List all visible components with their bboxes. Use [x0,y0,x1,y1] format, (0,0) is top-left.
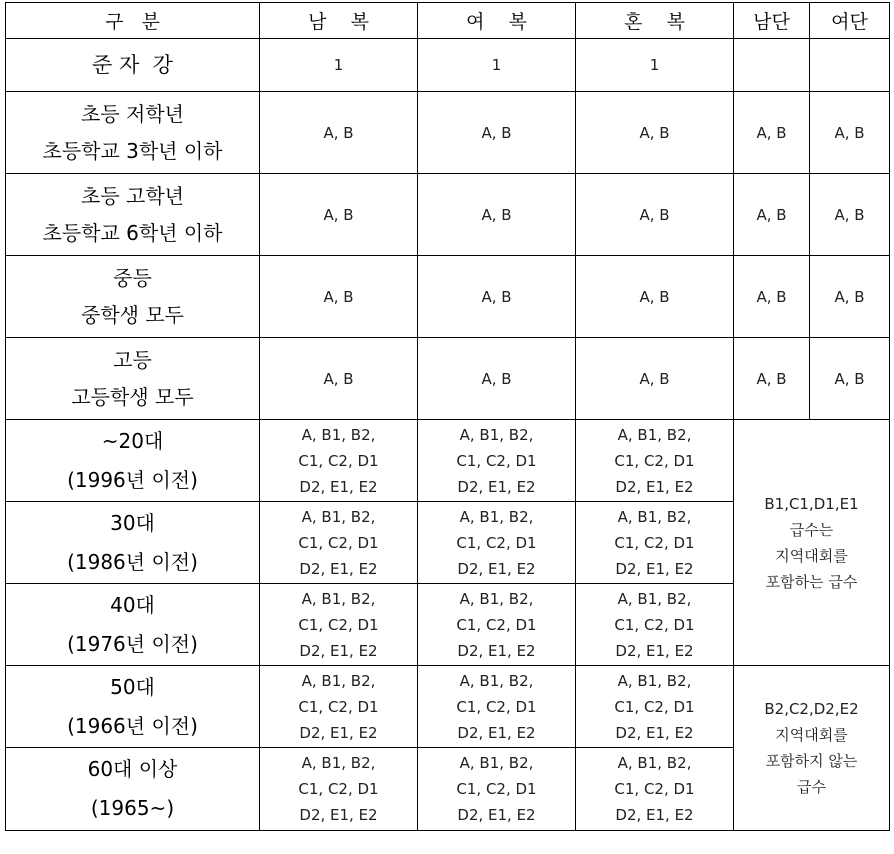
grade-cell: A, B [260,92,418,174]
grade-code-cell [418,666,576,748]
row-label [6,666,260,748]
row-label-line2: 고등학생 모두 [71,384,194,409]
row-label [6,174,260,256]
code-line: C1, C2, D1 [614,780,695,798]
grade-code-cell [576,502,734,584]
row-label-line1: 초등 저학년 [81,101,184,126]
singles-note-non-regional [734,666,890,831]
grade-cell: A, B [260,256,418,338]
grade-cell: A, B [260,174,418,256]
code-line: C1, C2, D1 [298,697,379,716]
note-line: 포함하는 급수 [765,572,858,591]
grade-cell: A, B [810,174,890,256]
note-line: 지역대회를 [775,546,848,565]
row-label-line1: ~20대 [101,428,164,453]
row-label-line2: (1976년 이전) [67,631,198,656]
grade-code-cell [418,748,576,831]
code-line: D2, E1, E2 [299,477,378,496]
code-line: A, B1, B2, [617,754,692,772]
junja-label: 준 자 강 [6,39,260,92]
row-label [6,748,260,831]
grade-cell: A, B [576,92,734,174]
code-line: D2, E1, E2 [457,477,536,496]
code-line: A, B1, B2, [617,425,692,444]
header-category: 구 분 [6,3,260,39]
grade-cell: A, B [734,256,810,338]
junja-value [810,39,890,92]
grade-cell: A, B [418,256,576,338]
code-line: D2, E1, E2 [457,559,536,578]
header-womens-singles: 여단 [810,3,890,39]
code-line: A, B1, B2, [301,425,376,444]
code-line: D2, E1, E2 [457,806,536,824]
grade-cell: A, B [734,338,810,420]
row-label-line2: 중학생 모두 [81,302,184,327]
code-line: A, B1, B2, [617,507,692,526]
grade-cell: A, B [810,92,890,174]
row-label [6,420,260,502]
grade-cell: A, B [734,92,810,174]
code-line: A, B1, B2, [617,589,692,608]
note-line: 포함하지 않는 [765,752,858,770]
junja-row [6,39,890,92]
code-line: C1, C2, D1 [298,451,379,470]
junja-value: 1 [260,39,418,92]
school-row [6,174,890,256]
grade-cell: A, B [418,338,576,420]
grade-cell: A, B [418,174,576,256]
code-line: D2, E1, E2 [615,641,694,660]
code-line: D2, E1, E2 [299,723,378,742]
grade-code-cell [260,420,418,502]
tournament-grade-table [5,2,890,831]
grade-cell: A, B [260,338,418,420]
note-line: 급수는 [789,520,834,539]
age-row [6,420,890,502]
code-line: C1, C2, D1 [298,533,379,552]
grade-cell: A, B [418,92,576,174]
code-line: C1, C2, D1 [456,697,537,716]
row-label-line1: 중등 [113,265,152,290]
header-mens-singles: 남단 [734,3,810,39]
singles-note-regional [734,420,890,666]
code-line: A, B1, B2, [301,507,376,526]
code-line: A, B1, B2, [459,754,534,772]
header-mens-doubles: 남 복 [260,3,418,39]
code-line: C1, C2, D1 [456,615,537,634]
grade-code-cell [418,420,576,502]
code-line: D2, E1, E2 [457,723,536,742]
code-line: C1, C2, D1 [614,697,695,716]
grade-code-cell [260,666,418,748]
grade-code-cell [576,748,734,831]
code-line: C1, C2, D1 [298,780,379,798]
grade-code-cell [260,584,418,666]
row-label-line2: (1986년 이전) [67,549,198,574]
code-line: D2, E1, E2 [299,641,378,660]
code-line: D2, E1, E2 [457,641,536,660]
grade-cell: A, B [810,338,890,420]
grade-code-cell [576,666,734,748]
row-label-line1: 초등 고학년 [81,183,184,208]
row-label [6,584,260,666]
code-line: D2, E1, E2 [615,723,694,742]
row-label-line1: 고등 [113,347,152,372]
code-line: A, B1, B2, [459,507,534,526]
row-label [6,338,260,420]
grade-cell: A, B [576,256,734,338]
code-line: A, B1, B2, [301,589,376,608]
school-row [6,92,890,174]
row-label [6,92,260,174]
header-mixed-doubles: 혼 복 [576,3,734,39]
note-line: 급수 [797,778,826,796]
grade-code-cell [576,584,734,666]
school-row [6,338,890,420]
row-label-line1: 30대 [110,510,155,535]
code-line: C1, C2, D1 [456,533,537,552]
row-label [6,502,260,584]
header-row [6,3,890,39]
note-line: B1,C1,D1,E1 [764,494,859,513]
grade-code-cell [418,584,576,666]
code-line: A, B1, B2, [617,671,692,690]
junja-value: 1 [576,39,734,92]
row-label-line2: (1965~) [90,796,175,820]
grade-cell: A, B [576,174,734,256]
junja-value: 1 [418,39,576,92]
code-line: C1, C2, D1 [456,451,537,470]
grade-cell: A, B [810,256,890,338]
junja-value [734,39,810,92]
header-womens-doubles: 여 복 [418,3,576,39]
code-line: D2, E1, E2 [615,559,694,578]
grade-code-cell [418,502,576,584]
grade-cell: A, B [734,174,810,256]
grade-code-cell [260,748,418,831]
school-row [6,256,890,338]
row-label-line1: 50대 [110,674,155,699]
code-line: C1, C2, D1 [614,533,695,552]
row-label [6,256,260,338]
note-line: B2,C2,D2,E2 [764,700,859,718]
code-line: A, B1, B2, [301,754,376,772]
code-line: C1, C2, D1 [614,451,695,470]
grade-code-cell [576,420,734,502]
code-line: A, B1, B2, [301,671,376,690]
code-line: C1, C2, D1 [614,615,695,634]
row-label-line1: 60대 이상 [87,757,178,781]
code-line: D2, E1, E2 [299,559,378,578]
grade-cell: A, B [576,338,734,420]
code-line: D2, E1, E2 [615,477,694,496]
row-label-line1: 40대 [110,592,155,617]
code-line: C1, C2, D1 [456,780,537,798]
code-line: D2, E1, E2 [299,806,378,824]
grade-code-cell [260,502,418,584]
row-label-line2: (1996년 이전) [67,467,198,492]
row-label-line2: 초등학교 6학년 이하 [42,220,223,245]
note-line: 지역대회를 [775,726,848,744]
code-line: A, B1, B2, [459,671,534,690]
age-row [6,666,890,748]
code-line: A, B1, B2, [459,589,534,608]
code-line: D2, E1, E2 [615,806,694,824]
code-line: A, B1, B2, [459,425,534,444]
row-label-line2: (1966년 이전) [67,713,198,738]
code-line: C1, C2, D1 [298,615,379,634]
row-label-line2: 초등학교 3학년 이하 [42,138,223,163]
